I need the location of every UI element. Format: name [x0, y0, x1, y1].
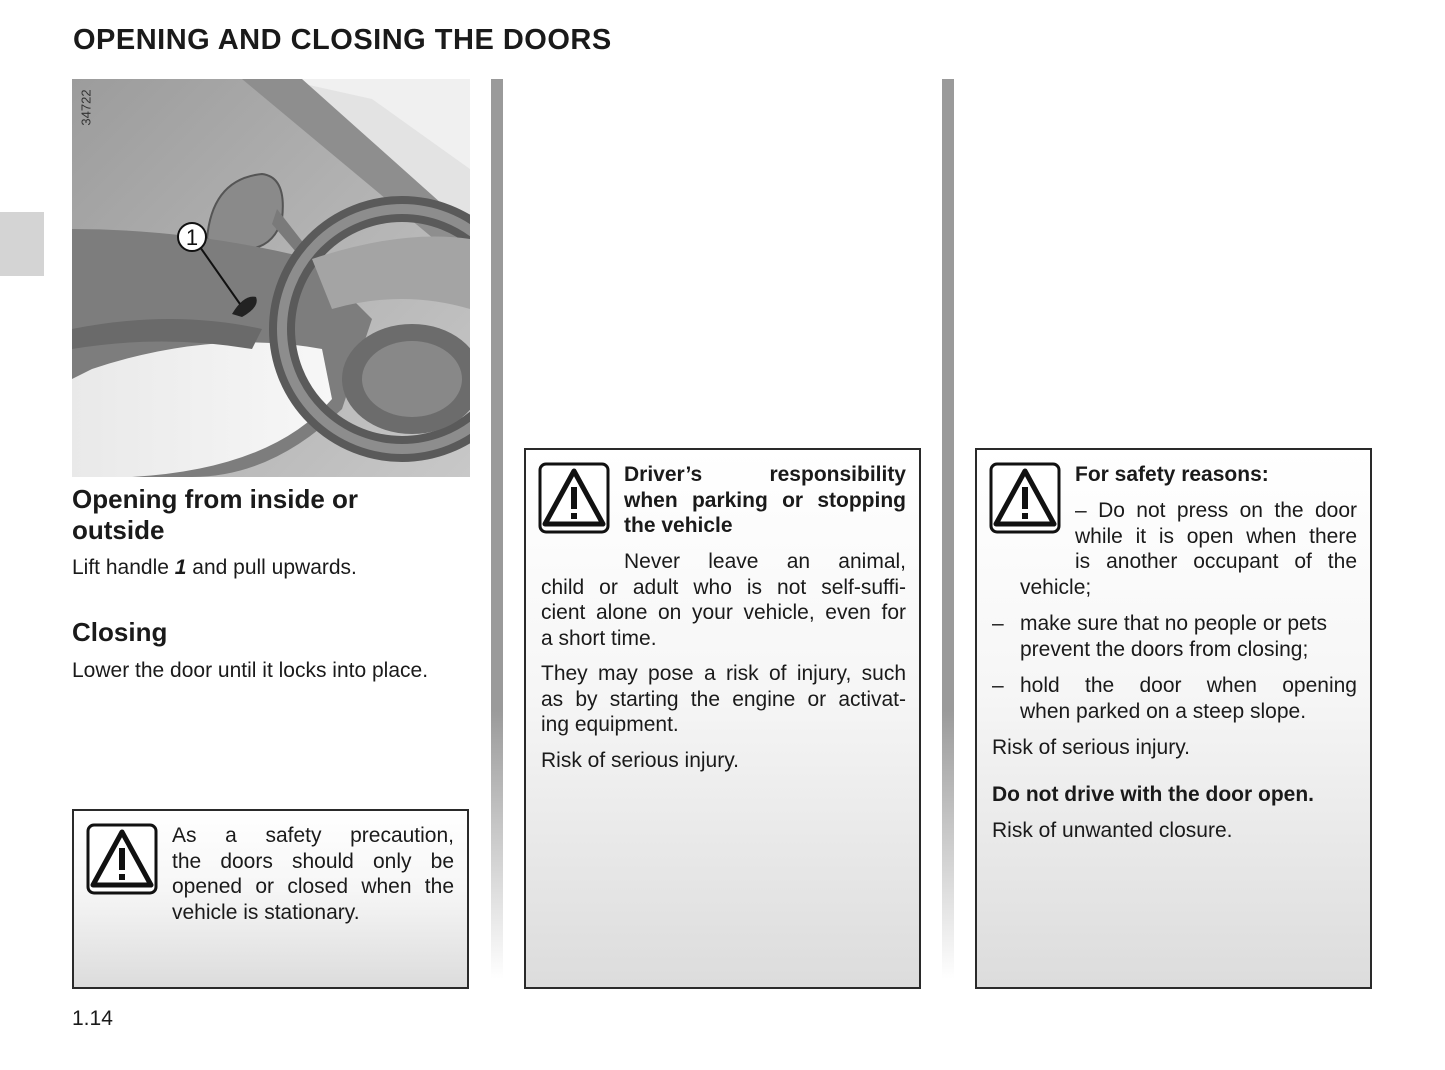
warning-title-driver: Driver’s responsibility when parking or stopping the vehicle [624, 463, 906, 537]
column-separator [942, 79, 954, 979]
warning-triangle-icon [86, 823, 158, 895]
door-illustration-drawing [72, 79, 470, 477]
safety-item-1: – Do not press on the door while it is open when there is another occupant of the [1075, 499, 1357, 573]
warning-box-driver-responsibility [524, 448, 921, 989]
warning-triangle-icon [989, 462, 1061, 534]
page-number: 1.14 [72, 1007, 113, 1030]
warning-box-stationary [72, 809, 469, 989]
door-interior-illustration [72, 79, 470, 477]
callout-number: 1 [185, 225, 199, 250]
page-title: OPENING AND CLOSING THE DOORS [73, 24, 612, 56]
warning-text-stationary: As a safety precaution, the doors should only be opened or closed when the vehicle is stationary. [172, 824, 454, 924]
warning-body-driver: Never leave an animal, child or adult who is not self-suffi- cient alone on your vehicle, even for a short time. They may pose a risk of injury, such as by starting the engine or activat- ing equipment. Risk of serious injury. [541, 550, 906, 772]
safety-item-1-end: vehicle; [1020, 576, 1092, 599]
safety-item-2-dash: – [992, 612, 1004, 635]
figure-code: 34722 [78, 89, 94, 126]
opening-instructions: Lift handle 1 and pull upwards. [72, 556, 357, 579]
section-title-opening: Opening from inside or outside [72, 484, 359, 545]
chapter-tab [0, 212, 44, 276]
safety-closure-text: Risk of unwanted closure. [992, 819, 1233, 842]
warning-title-safety: For safety reasons: [1075, 463, 1269, 486]
safety-item-3-dash: – [992, 674, 1004, 697]
safety-risk-text: Risk of serious injury. [992, 736, 1191, 759]
closing-instructions: Lower the door until it locks into place. [72, 659, 429, 682]
safety-item-2: make sure that no people or pets prevent the doors from closing; [1020, 612, 1328, 661]
safety-bold-note: Do not drive with the door open. [992, 783, 1314, 806]
safety-item-3: hold the door when opening when parked on a steep slope. [1020, 674, 1357, 723]
column-separator [491, 79, 503, 979]
warning-box-safety-reasons [975, 448, 1372, 989]
section-title-closing: Closing [72, 617, 168, 647]
warning-triangle-icon [538, 462, 610, 534]
